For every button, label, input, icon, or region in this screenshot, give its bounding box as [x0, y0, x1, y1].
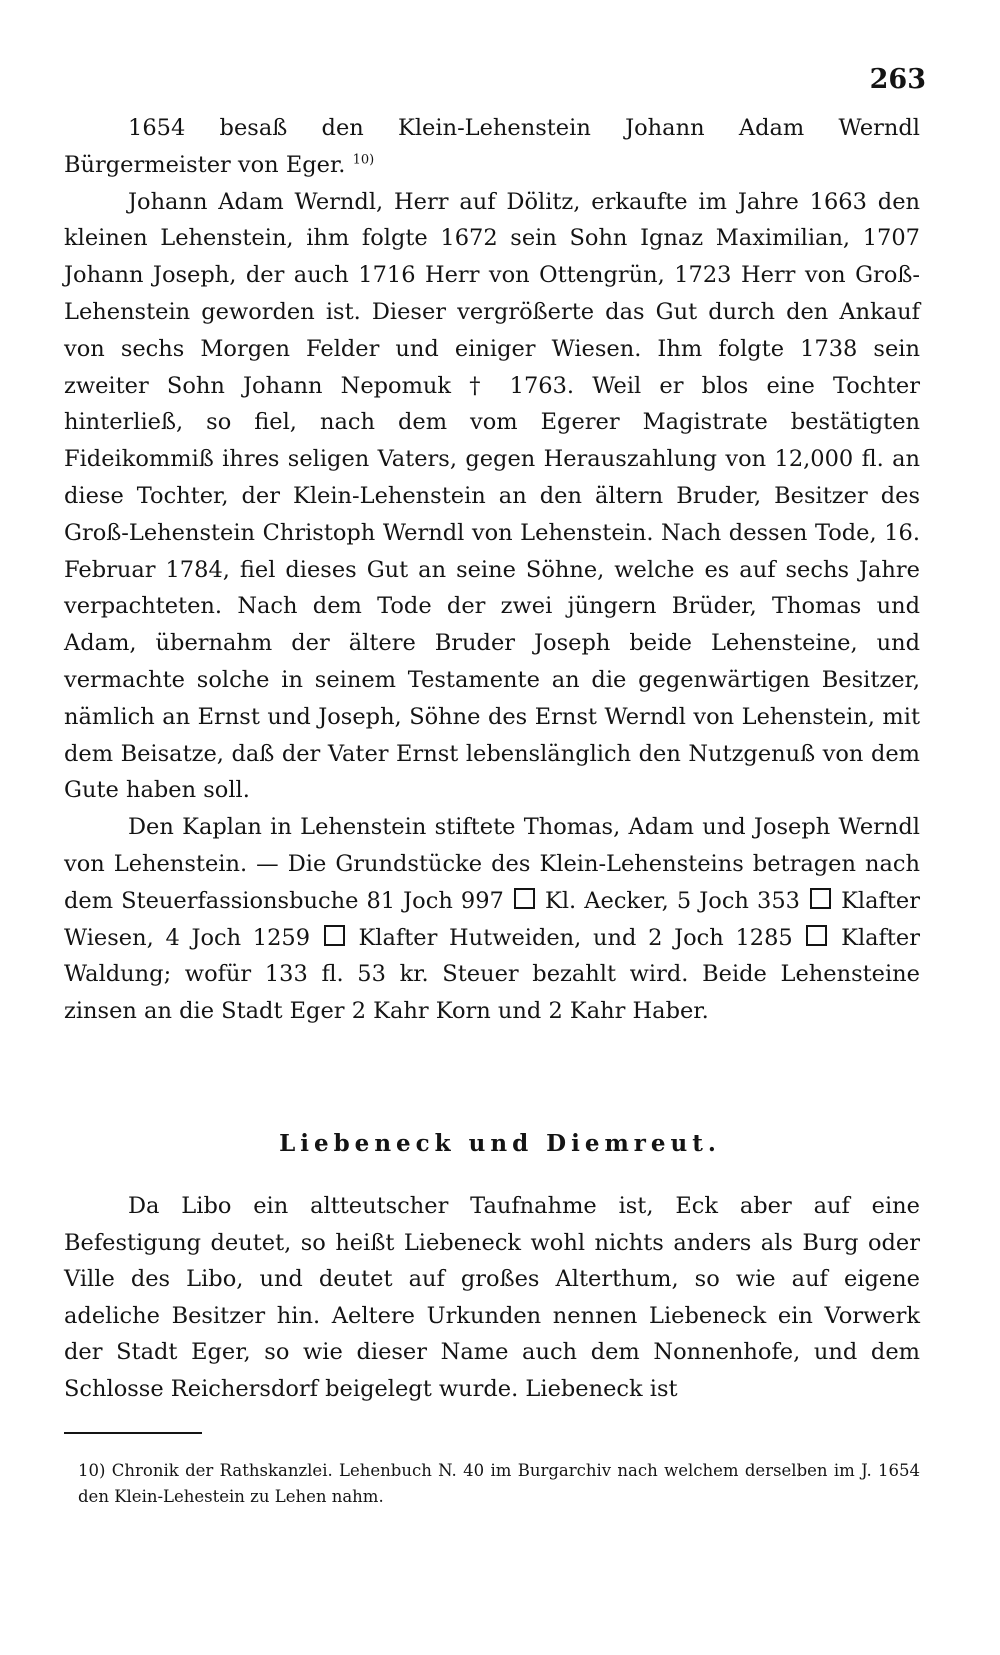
- main-text: [64, 110, 920, 1030]
- square-unit-symbol: [810, 888, 831, 909]
- footnote-divider: [64, 1432, 202, 1434]
- paragraph-text: 1654 besaß den Klein-Lehenstein Johann Adam Werndl Bürgermeister von Eger.: [64, 115, 920, 178]
- section-text: [64, 1188, 920, 1408]
- paragraph-text: Den Kaplan in Lehenstein stiftete Thomas, Adam und Joseph Werndl von Lehenstein. — Die Grundstücke des Klein-Lehensteins betragen nach dem Steuerfassionsbuche 81 Joch 997: [64, 814, 920, 914]
- section-heading: Liebeneck und Diemreut.: [279, 1130, 721, 1157]
- paragraph-land-holdings: [64, 809, 920, 1030]
- paragraph-text: Klafter Hutweiden, und 2 Joch 1285: [358, 924, 793, 951]
- square-unit-symbol: [514, 888, 535, 909]
- square-unit-symbol: [806, 925, 827, 946]
- footnote-text: Chronik der Rathskanzlei. Lehenbuch N. 40 im Burgarchiv nach welchem derselben im J. 1654 den Klein-Lehestein zu Lehen nahm.: [78, 1461, 921, 1506]
- footnote: [78, 1458, 920, 1510]
- footnote-reference: 10): [352, 152, 375, 168]
- paragraph-text: Klafter Wiesen, 4 Joch 1259: [64, 887, 920, 951]
- paragraph-ownership-1654: [64, 110, 920, 184]
- paragraph-werndl-history: Johann Adam Werndl, Herr auf Dölitz, erkaufte im Jahre 1663 den kleinen Lehenstein, ihm folgte 1672 sein Sohn Ignaz Maximilian, 1707 Johann Joseph, der auch 1716 Herr von Ottengrün, 1723 Herr von Groß-Lehenstein geworden ist. Dieser vergrößerte das Gut durch den Ankauf von sechs Morgen Felder und einiger Wiesen. Ihm folgte 1738 sein zweiter Sohn Johann Nepomuk † 1763. Weil er blos eine Tochter hinterließ, so fiel, nach dem vom Egerer Magistrate bestätigten Fideikommiß ihres seligen Vaters, gegen Herauszahlung von 12,000 fl. an diese Tochter, der Klein-Lehenstein an den ältern Bruder, Besitzer des Groß-Lehenstein Christoph Werndl von Lehenstein. Nach dessen Tode, 16. Februar 1784, fiel dieses Gut an seine Söhne, welche es auf sechs Jahre verpachteten. Nach dem Tode der zwei jüngern Brüder, Thomas und Adam, übernahm der ältere Bruder Joseph beide Lehensteine, und vermachte solche in seinem Testamente an die gegenwärtigen Besitzer, nämlich an Ernst und Joseph, Söhne des Ernst Werndl von Lehenstein, mit dem Beisatze, daß der Vater Ernst lebenslänglich den Nutzgenuß von dem Gute haben soll.: [64, 188, 920, 804]
- paragraph-liebeneck: Da Libo ein altteutscher Taufnahme ist, Eck aber auf eine Befestigung deutet, so heißt Liebeneck wohl nichts anders als Burg oder Ville des Libo, und deutet auf großes Alterthum, so wie auf eigene adeliche Besitzer hin. Aeltere Urkunden nennen Liebeneck ein Vorwerk der Stadt Eger, so wie dieser Name auch dem Nonnenhofe, und dem Schlosse Reichersdorf beigelegt wurde. Liebeneck ist: [64, 1193, 920, 1402]
- paragraph-text: Kl. Aecker, 5 Joch 353: [545, 887, 800, 914]
- footnote-marker: 10): [78, 1461, 106, 1480]
- square-unit-symbol: [324, 925, 345, 946]
- page-number: 263: [869, 64, 926, 95]
- paragraph-text: Klafter Waldung; wofür 133 fl. 53 kr. Steuer bezahlt wird. Beide Lehensteine zinsen an die Stadt Eger 2 Kahr Korn und 2 Kahr Haber.: [64, 924, 921, 1025]
